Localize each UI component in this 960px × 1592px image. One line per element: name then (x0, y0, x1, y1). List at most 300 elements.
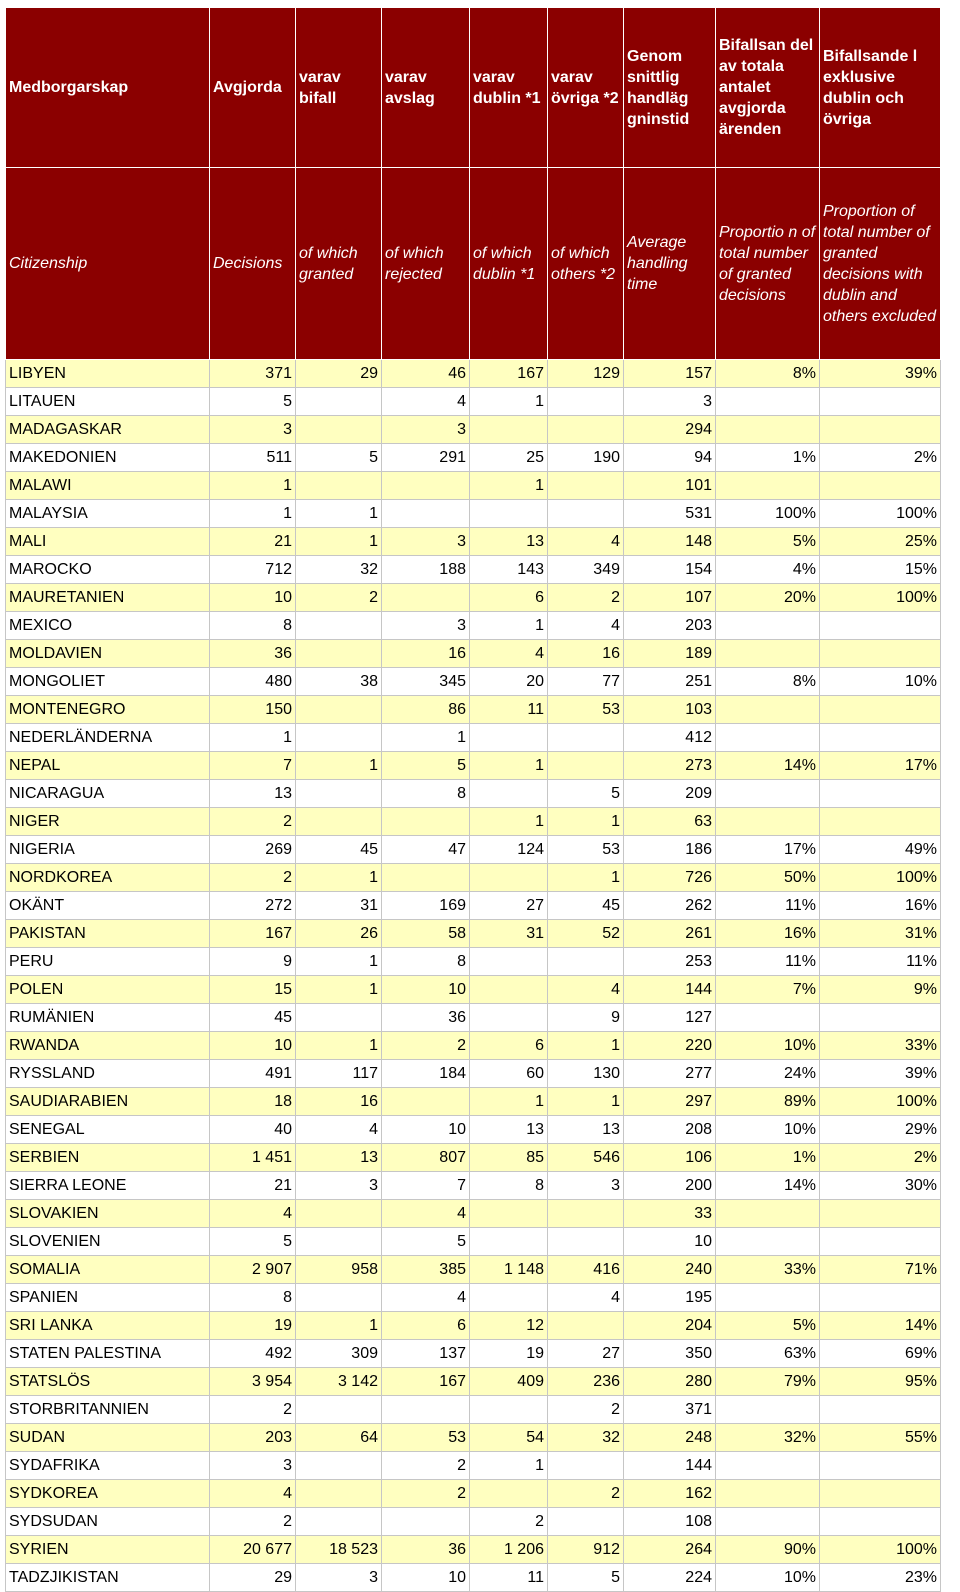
granted-cell: 1 (296, 752, 382, 780)
header-others-sv: varav övriga *2 (548, 8, 624, 168)
proportion-excl-cell: 14% (820, 1312, 941, 1340)
decisions-cell: 4 (210, 1200, 296, 1228)
handling-time-cell: 261 (624, 920, 716, 948)
citizenship-cell: MAROCKO (6, 556, 210, 584)
table-row (6, 752, 941, 780)
handling-time-cell: 412 (624, 724, 716, 752)
rejected-cell: 10 (382, 1116, 470, 1144)
others-cell: 4 (548, 612, 624, 640)
rejected-cell: 3 (382, 528, 470, 556)
proportion-cell (716, 1396, 820, 1424)
proportion-cell: 5% (716, 1312, 820, 1340)
rejected-cell: 291 (382, 444, 470, 472)
table-row (6, 1228, 941, 1256)
decisions-cell: 1 (210, 472, 296, 500)
rejected-cell: 169 (382, 892, 470, 920)
dublin-cell: 85 (470, 1144, 548, 1172)
others-cell: 2 (548, 1480, 624, 1508)
table-row (6, 1312, 941, 1340)
decisions-cell: 1 451 (210, 1144, 296, 1172)
proportion-cell: 90% (716, 1536, 820, 1564)
table-header (6, 8, 941, 360)
header-citizenship-sv: Medborgarskap (6, 8, 210, 168)
citizenship-cell: SYDKOREA (6, 1480, 210, 1508)
granted-cell (296, 1508, 382, 1536)
proportion-excl-cell: 39% (820, 1060, 941, 1088)
citizenship-cell: NEPAL (6, 752, 210, 780)
decisions-cell: 8 (210, 612, 296, 640)
decisions-cell: 10 (210, 584, 296, 612)
granted-cell: 1 (296, 948, 382, 976)
citizenship-cell: PAKISTAN (6, 920, 210, 948)
others-cell: 1 (548, 808, 624, 836)
granted-cell (296, 1396, 382, 1424)
proportion-cell: 63% (716, 1340, 820, 1368)
proportion-excl-cell (820, 416, 941, 444)
decisions-cell: 5 (210, 388, 296, 416)
decisions-cell: 7 (210, 752, 296, 780)
proportion-excl-cell: 30% (820, 1172, 941, 1200)
handling-time-cell: 189 (624, 640, 716, 668)
decisions-cell: 9 (210, 948, 296, 976)
granted-cell (296, 1228, 382, 1256)
others-cell: 53 (548, 836, 624, 864)
dublin-cell: 8 (470, 1172, 548, 1200)
table-row (6, 864, 941, 892)
decisions-cell: 5 (210, 1228, 296, 1256)
others-cell: 45 (548, 892, 624, 920)
proportion-excl-cell: 25% (820, 528, 941, 556)
citizenship-cell: POLEN (6, 976, 210, 1004)
granted-cell (296, 612, 382, 640)
table-row (6, 1200, 941, 1228)
rejected-cell: 184 (382, 1060, 470, 1088)
rejected-cell: 137 (382, 1340, 470, 1368)
rejected-cell: 4 (382, 1200, 470, 1228)
proportion-cell (716, 1200, 820, 1228)
table-row (6, 640, 941, 668)
dublin-cell (470, 948, 548, 976)
granted-cell: 3 142 (296, 1368, 382, 1396)
proportion-excl-cell: 39% (820, 360, 941, 388)
rejected-cell: 1 (382, 724, 470, 752)
proportion-excl-cell (820, 472, 941, 500)
granted-cell (296, 780, 382, 808)
header-dublin-en: of which dublin *1 (470, 168, 548, 360)
handling-time-cell: 108 (624, 1508, 716, 1536)
rejected-cell: 36 (382, 1004, 470, 1032)
proportion-excl-cell: 10% (820, 668, 941, 696)
header-rejected-sv: varav avslag (382, 8, 470, 168)
header-decisions-en: Decisions (210, 168, 296, 360)
handling-time-cell: 33 (624, 1200, 716, 1228)
decisions-cell: 3 (210, 1452, 296, 1480)
decisions-cell: 2 (210, 864, 296, 892)
others-cell: 1 (548, 1032, 624, 1060)
proportion-cell (716, 612, 820, 640)
table-row (6, 724, 941, 752)
others-cell: 77 (548, 668, 624, 696)
table-row (6, 1004, 941, 1032)
handling-time-cell: 94 (624, 444, 716, 472)
rejected-cell: 2 (382, 1480, 470, 1508)
decisions-cell: 21 (210, 528, 296, 556)
proportion-excl-cell: 9% (820, 976, 941, 1004)
proportion-excl-cell (820, 808, 941, 836)
rejected-cell (382, 472, 470, 500)
proportion-cell: 16% (716, 920, 820, 948)
citizenship-cell: SUDAN (6, 1424, 210, 1452)
table-row (6, 360, 941, 388)
proportion-excl-cell (820, 1452, 941, 1480)
handling-time-cell: 144 (624, 1452, 716, 1480)
rejected-cell: 385 (382, 1256, 470, 1284)
table-row (6, 584, 941, 612)
rejected-cell: 345 (382, 668, 470, 696)
dublin-cell: 6 (470, 584, 548, 612)
handling-time-cell: 148 (624, 528, 716, 556)
rejected-cell: 4 (382, 388, 470, 416)
rejected-cell: 2 (382, 1452, 470, 1480)
decisions-cell: 371 (210, 360, 296, 388)
citizenship-cell: RYSSLAND (6, 1060, 210, 1088)
handling-time-cell: 224 (624, 1564, 716, 1592)
proportion-cell: 11% (716, 892, 820, 920)
others-cell: 3 (548, 1172, 624, 1200)
citizenship-cell: SYDSUDAN (6, 1508, 210, 1536)
granted-cell (296, 1480, 382, 1508)
handling-time-cell: 63 (624, 808, 716, 836)
proportion-cell (716, 416, 820, 444)
citizenship-cell: SRI LANKA (6, 1312, 210, 1340)
dublin-cell: 31 (470, 920, 548, 948)
citizenship-cell: MAKEDONIEN (6, 444, 210, 472)
citizenship-cell: PERU (6, 948, 210, 976)
handling-time-cell: 251 (624, 668, 716, 696)
citizenship-cell: STATSLÖS (6, 1368, 210, 1396)
citizenship-cell: TADZJIKISTAN (6, 1564, 210, 1592)
decisions-cell: 712 (210, 556, 296, 584)
citizenship-cell: NICARAGUA (6, 780, 210, 808)
handling-time-cell: 371 (624, 1396, 716, 1424)
rejected-cell: 5 (382, 752, 470, 780)
granted-cell: 1 (296, 976, 382, 1004)
granted-cell (296, 1004, 382, 1032)
decisions-cell: 40 (210, 1116, 296, 1144)
dublin-cell: 12 (470, 1312, 548, 1340)
citizenship-cell: MALAWI (6, 472, 210, 500)
proportion-cell: 1% (716, 444, 820, 472)
dublin-cell: 1 (470, 388, 548, 416)
rejected-cell: 53 (382, 1424, 470, 1452)
table-row (6, 528, 941, 556)
citizenship-cell: SOMALIA (6, 1256, 210, 1284)
proportion-cell: 33% (716, 1256, 820, 1284)
proportion-cell (716, 1452, 820, 1480)
handling-time-cell: 280 (624, 1368, 716, 1396)
dublin-cell (470, 976, 548, 1004)
granted-cell: 31 (296, 892, 382, 920)
granted-cell: 16 (296, 1088, 382, 1116)
granted-cell: 1 (296, 528, 382, 556)
proportion-excl-cell: 29% (820, 1116, 941, 1144)
table-row (6, 1368, 941, 1396)
handling-time-cell: 157 (624, 360, 716, 388)
granted-cell (296, 388, 382, 416)
proportion-cell: 8% (716, 360, 820, 388)
proportion-excl-cell: 71% (820, 1256, 941, 1284)
dublin-cell (470, 864, 548, 892)
table-row (6, 1564, 941, 1592)
others-cell: 2 (548, 1396, 624, 1424)
granted-cell (296, 696, 382, 724)
others-cell: 130 (548, 1060, 624, 1088)
decisions-cell: 20 677 (210, 1536, 296, 1564)
table-row (6, 1032, 941, 1060)
proportion-cell (716, 1480, 820, 1508)
header-handling-time-en: Average handling time (624, 168, 716, 360)
others-cell: 13 (548, 1116, 624, 1144)
proportion-excl-cell: 23% (820, 1564, 941, 1592)
citizenship-cell: SYRIEN (6, 1536, 210, 1564)
proportion-cell: 10% (716, 1564, 820, 1592)
others-cell: 16 (548, 640, 624, 668)
dublin-cell: 1 (470, 612, 548, 640)
handling-time-cell: 253 (624, 948, 716, 976)
proportion-excl-cell: 69% (820, 1340, 941, 1368)
handling-time-cell: 240 (624, 1256, 716, 1284)
table-row (6, 1396, 941, 1424)
others-cell: 4 (548, 976, 624, 1004)
granted-cell: 5 (296, 444, 382, 472)
handling-time-cell: 106 (624, 1144, 716, 1172)
table-row (6, 976, 941, 1004)
decisions-cell: 15 (210, 976, 296, 1004)
header-granted-sv: varav bifall (296, 8, 382, 168)
others-cell: 27 (548, 1340, 624, 1368)
others-cell: 52 (548, 920, 624, 948)
citizenship-cell: STORBRITANNIEN (6, 1396, 210, 1424)
granted-cell: 29 (296, 360, 382, 388)
citizenship-cell: SERBIEN (6, 1144, 210, 1172)
dublin-cell: 1 (470, 472, 548, 500)
proportion-cell: 24% (716, 1060, 820, 1088)
proportion-cell: 5% (716, 528, 820, 556)
dublin-cell: 19 (470, 1340, 548, 1368)
proportion-cell: 79% (716, 1368, 820, 1396)
table-row (6, 920, 941, 948)
decisions-cell: 3 954 (210, 1368, 296, 1396)
citizenship-cell: NORDKOREA (6, 864, 210, 892)
granted-cell: 1 (296, 1312, 382, 1340)
citizenship-cell: SIERRA LEONE (6, 1172, 210, 1200)
proportion-cell (716, 388, 820, 416)
dublin-cell: 11 (470, 1564, 548, 1592)
handling-time-cell: 101 (624, 472, 716, 500)
granted-cell: 38 (296, 668, 382, 696)
dublin-cell: 11 (470, 696, 548, 724)
proportion-excl-cell: 49% (820, 836, 941, 864)
rejected-cell (382, 1396, 470, 1424)
header-dublin-sv: varav dublin *1 (470, 8, 548, 168)
handling-time-cell: 726 (624, 864, 716, 892)
handling-time-cell: 154 (624, 556, 716, 584)
dublin-cell: 409 (470, 1368, 548, 1396)
table-row (6, 416, 941, 444)
decisions-cell: 8 (210, 1284, 296, 1312)
proportion-excl-cell: 2% (820, 444, 941, 472)
header-proportion-sv: Bifallsan del av totala antalet avgjorda ärenden (716, 8, 820, 168)
proportion-excl-cell: 33% (820, 1032, 941, 1060)
granted-cell (296, 808, 382, 836)
proportion-excl-cell: 100% (820, 864, 941, 892)
rejected-cell: 3 (382, 612, 470, 640)
header-decisions-sv: Avgjorda (210, 8, 296, 168)
rejected-cell: 86 (382, 696, 470, 724)
dublin-cell (470, 1480, 548, 1508)
granted-cell: 64 (296, 1424, 382, 1452)
proportion-cell (716, 1228, 820, 1256)
others-cell: 416 (548, 1256, 624, 1284)
dublin-cell: 1 148 (470, 1256, 548, 1284)
proportion-cell: 10% (716, 1032, 820, 1060)
granted-cell: 13 (296, 1144, 382, 1172)
rejected-cell: 7 (382, 1172, 470, 1200)
others-cell: 32 (548, 1424, 624, 1452)
handling-time-cell: 204 (624, 1312, 716, 1340)
others-cell: 2 (548, 584, 624, 612)
rejected-cell: 6 (382, 1312, 470, 1340)
citizenship-cell: MEXICO (6, 612, 210, 640)
proportion-excl-cell (820, 696, 941, 724)
handling-time-cell: 208 (624, 1116, 716, 1144)
rejected-cell: 167 (382, 1368, 470, 1396)
rejected-cell: 2 (382, 1032, 470, 1060)
rejected-cell: 8 (382, 948, 470, 976)
rejected-cell: 46 (382, 360, 470, 388)
dublin-cell: 20 (470, 668, 548, 696)
citizenship-cell: NIGERIA (6, 836, 210, 864)
table-row (6, 1340, 941, 1368)
citizenship-cell: MOLDAVIEN (6, 640, 210, 668)
table-row (6, 1088, 941, 1116)
others-cell (548, 1228, 624, 1256)
decisions-cell: 45 (210, 1004, 296, 1032)
others-cell: 4 (548, 528, 624, 556)
statistics-table (5, 7, 941, 1592)
header-citizenship-en: Citizenship (6, 168, 210, 360)
table-row (6, 500, 941, 528)
dublin-cell (470, 1228, 548, 1256)
proportion-cell: 20% (716, 584, 820, 612)
granted-cell (296, 1452, 382, 1480)
header-proportion-excl-sv: Bifallsande l exklusive dublin och övriga (820, 8, 941, 168)
header-handling-time-sv: Genom snittlig handläg gninstid (624, 8, 716, 168)
proportion-cell (716, 1508, 820, 1536)
dublin-cell: 143 (470, 556, 548, 584)
dublin-cell: 167 (470, 360, 548, 388)
rejected-cell (382, 808, 470, 836)
proportion-excl-cell: 100% (820, 1536, 941, 1564)
table-row (6, 1172, 941, 1200)
decisions-cell: 2 907 (210, 1256, 296, 1284)
others-cell: 190 (548, 444, 624, 472)
table-row (6, 668, 941, 696)
dublin-cell: 1 (470, 752, 548, 780)
others-cell: 1 (548, 1088, 624, 1116)
others-cell: 53 (548, 696, 624, 724)
decisions-cell: 36 (210, 640, 296, 668)
handling-time-cell: 209 (624, 780, 716, 808)
table-row (6, 808, 941, 836)
proportion-excl-cell (820, 388, 941, 416)
dublin-cell: 13 (470, 1116, 548, 1144)
citizenship-cell: STATEN PALESTINA (6, 1340, 210, 1368)
handling-time-cell: 162 (624, 1480, 716, 1508)
proportion-excl-cell (820, 1284, 941, 1312)
dublin-cell: 1 (470, 1088, 548, 1116)
header-granted-en: of which granted (296, 168, 382, 360)
header-row-swedish (6, 8, 941, 168)
dublin-cell: 13 (470, 528, 548, 556)
proportion-cell: 4% (716, 556, 820, 584)
decisions-cell: 272 (210, 892, 296, 920)
granted-cell: 26 (296, 920, 382, 948)
table-row (6, 1508, 941, 1536)
handling-time-cell: 297 (624, 1088, 716, 1116)
proportion-excl-cell: 2% (820, 1144, 941, 1172)
decisions-cell: 2 (210, 1508, 296, 1536)
dublin-cell (470, 724, 548, 752)
table-row (6, 1116, 941, 1144)
rejected-cell: 58 (382, 920, 470, 948)
rejected-cell (382, 1508, 470, 1536)
proportion-excl-cell (820, 1004, 941, 1032)
granted-cell: 1 (296, 1032, 382, 1060)
proportion-excl-cell (820, 780, 941, 808)
rejected-cell: 807 (382, 1144, 470, 1172)
decisions-cell: 29 (210, 1564, 296, 1592)
decisions-cell: 511 (210, 444, 296, 472)
granted-cell: 1 (296, 500, 382, 528)
dublin-cell: 2 (470, 1508, 548, 1536)
handling-time-cell: 107 (624, 584, 716, 612)
table-row (6, 1424, 941, 1452)
header-proportion-en: Proportio n of total number of granted decisions (716, 168, 820, 360)
granted-cell: 3 (296, 1172, 382, 1200)
rejected-cell (382, 1088, 470, 1116)
table-row (6, 472, 941, 500)
rejected-cell (382, 584, 470, 612)
proportion-excl-cell: 11% (820, 948, 941, 976)
citizenship-cell: MADAGASKAR (6, 416, 210, 444)
proportion-excl-cell (820, 1200, 941, 1228)
header-others-en: of which others *2 (548, 168, 624, 360)
dublin-cell (470, 1200, 548, 1228)
others-cell (548, 752, 624, 780)
proportion-excl-cell (820, 1228, 941, 1256)
citizenship-cell: MONTENEGRO (6, 696, 210, 724)
granted-cell: 958 (296, 1256, 382, 1284)
rejected-cell: 188 (382, 556, 470, 584)
dublin-cell: 124 (470, 836, 548, 864)
proportion-cell (716, 640, 820, 668)
proportion-cell: 8% (716, 668, 820, 696)
granted-cell: 117 (296, 1060, 382, 1088)
others-cell: 349 (548, 556, 624, 584)
others-cell: 1 (548, 864, 624, 892)
table-row (6, 1452, 941, 1480)
